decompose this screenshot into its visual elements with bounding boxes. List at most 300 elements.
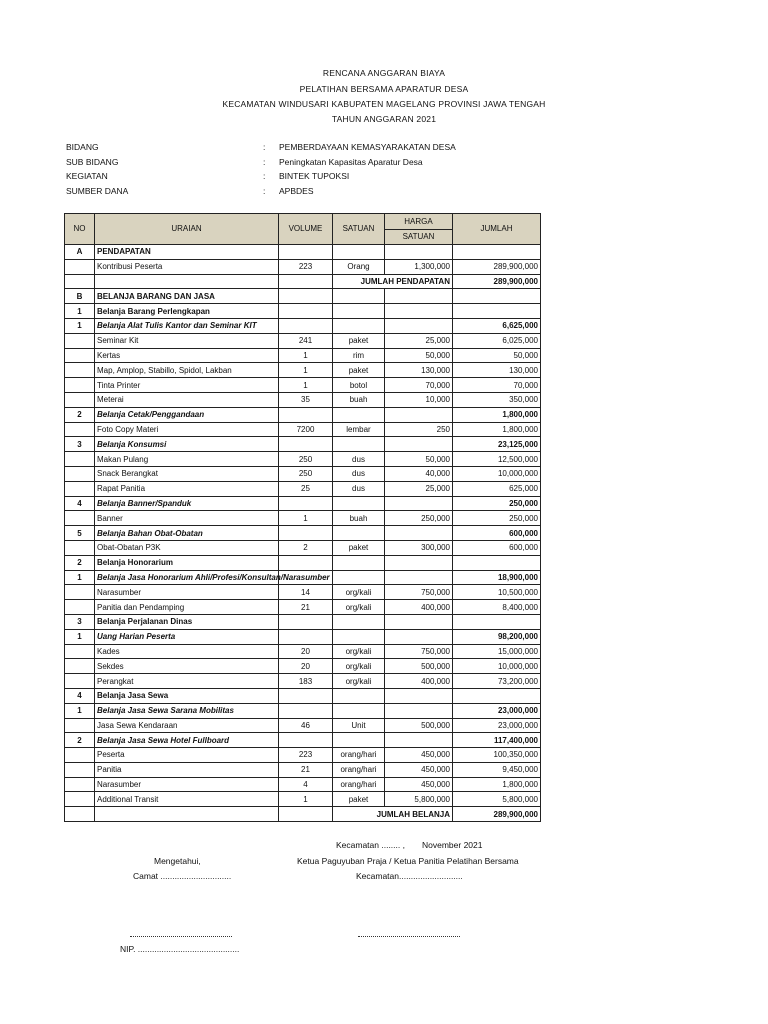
cell-no: 1 — [65, 570, 95, 585]
cell-satuan — [333, 614, 385, 629]
cell-harga — [385, 245, 453, 260]
cell-no: B — [65, 289, 95, 304]
cell-volume: 21 — [279, 600, 333, 615]
cell-jumlah: 23,125,000 — [453, 437, 541, 452]
cell-harga: 300,000 — [385, 540, 453, 555]
cell-harga — [385, 570, 453, 585]
cell-harga: 50,000 — [385, 452, 453, 467]
table-row — [65, 363, 541, 378]
cell-jumlah: 289,900,000 — [453, 259, 541, 274]
cell-satuan — [333, 555, 385, 570]
table-row — [65, 600, 541, 615]
table-row — [65, 762, 541, 777]
cell-jumlah: 625,000 — [453, 481, 541, 496]
cell-uraian: Obat-Obatan P3K — [95, 540, 279, 555]
cell-harga: 450,000 — [385, 748, 453, 763]
cell-volume — [279, 807, 333, 822]
cell-no — [65, 466, 95, 481]
cell-jumlah: 10,000,000 — [453, 466, 541, 481]
table-row — [65, 481, 541, 496]
left-signer-title: Mengetahui, — [154, 856, 201, 866]
cell-jumlah: 73,200,000 — [453, 674, 541, 689]
cell-jumlah: 10,000,000 — [453, 659, 541, 674]
cell-volume — [279, 733, 333, 748]
cell-no: 1 — [65, 318, 95, 333]
cell-volume — [279, 304, 333, 319]
cell-uraian: Panitia — [95, 762, 279, 777]
cell-volume: 21 — [279, 762, 333, 777]
cell-satuan: dus — [333, 466, 385, 481]
cell-jumlah: 130,000 — [453, 363, 541, 378]
cell-no — [65, 762, 95, 777]
table-row — [65, 378, 541, 393]
cell-no — [65, 274, 95, 289]
budget-table — [64, 213, 541, 822]
cell-harga — [385, 526, 453, 541]
cell-satuan: paket — [333, 333, 385, 348]
cell-no: 5 — [65, 526, 95, 541]
col-header-harga-satuan: SATUAN — [385, 230, 453, 245]
col-header-harga: HARGA — [385, 214, 453, 230]
table-row — [65, 511, 541, 526]
cell-uraian: Belanja Jasa Sewa — [95, 688, 279, 703]
cell-volume: 25 — [279, 481, 333, 496]
cell-no: 2 — [65, 555, 95, 570]
cell-volume — [279, 496, 333, 511]
table-row — [65, 333, 541, 348]
cell-jumlah: 98,200,000 — [453, 629, 541, 644]
cell-uraian: BELANJA BARANG DAN JASA — [95, 289, 279, 304]
cell-no — [65, 511, 95, 526]
cell-satuan — [333, 289, 385, 304]
right-signer-role: Kecamatan........................... — [356, 871, 463, 881]
table-row — [65, 629, 541, 644]
cell-jumlah: 289,900,000 — [453, 274, 541, 289]
cell-no: 3 — [65, 437, 95, 452]
cell-harga: 750,000 — [385, 644, 453, 659]
table-row — [65, 245, 541, 260]
cell-volume: 20 — [279, 644, 333, 659]
cell-volume — [279, 614, 333, 629]
cell-harga: 5,800,000 — [385, 792, 453, 807]
cell-jumlah: 5,800,000 — [453, 792, 541, 807]
total-row — [65, 274, 541, 289]
cell-volume: 20 — [279, 659, 333, 674]
cell-total-label: JUMLAH PENDAPATAN — [333, 274, 453, 289]
cell-uraian: Foto Copy Materi — [95, 422, 279, 437]
cell-harga: 50,000 — [385, 348, 453, 363]
cell-jumlah: 18,900,000 — [453, 570, 541, 585]
cell-no: 1 — [65, 629, 95, 644]
col-header-no: NO — [65, 214, 95, 245]
cell-jumlah — [453, 304, 541, 319]
cell-no — [65, 333, 95, 348]
cell-jumlah: 70,000 — [453, 378, 541, 393]
cell-harga — [385, 496, 453, 511]
table-row — [65, 392, 541, 407]
table-row — [65, 733, 541, 748]
cell-no — [65, 659, 95, 674]
cell-satuan: org/kali — [333, 659, 385, 674]
place-date: Kecamatan ........ , — [336, 840, 405, 850]
title-line-3: KECAMATAN WINDUSARI KABUPATEN MAGELANG PROVINSI JAWA TENGAH — [222, 99, 546, 109]
cell-jumlah: 1,800,000 — [453, 407, 541, 422]
cell-uraian: Banner — [95, 511, 279, 526]
cell-total-label: JUMLAH BELANJA — [333, 807, 453, 822]
cell-no: 1 — [65, 703, 95, 718]
table-body — [65, 245, 541, 822]
table-row — [65, 496, 541, 511]
cell-volume — [279, 526, 333, 541]
cell-uraian — [95, 274, 279, 289]
cell-jumlah — [453, 614, 541, 629]
cell-harga: 130,000 — [385, 363, 453, 378]
cell-uraian: PENDAPATAN — [95, 245, 279, 260]
cell-volume: 35 — [279, 392, 333, 407]
cell-volume: 2 — [279, 540, 333, 555]
cell-satuan: paket — [333, 540, 385, 555]
cell-volume: 241 — [279, 333, 333, 348]
cell-uraian: Belanja Perjalanan Dinas — [95, 614, 279, 629]
cell-satuan: orang/hari — [333, 762, 385, 777]
cell-volume — [279, 555, 333, 570]
table-row — [65, 289, 541, 304]
cell-harga: 400,000 — [385, 600, 453, 615]
cell-jumlah: 50,000 — [453, 348, 541, 363]
cell-jumlah: 600,000 — [453, 540, 541, 555]
table-row — [65, 452, 541, 467]
cell-no — [65, 585, 95, 600]
cell-uraian: Tinta Printer — [95, 378, 279, 393]
cell-jumlah: 6,025,000 — [453, 333, 541, 348]
cell-uraian: Belanja Konsumsi — [95, 437, 279, 452]
cell-harga: 250,000 — [385, 511, 453, 526]
cell-satuan — [333, 733, 385, 748]
cell-harga: 1,300,000 — [385, 259, 453, 274]
cell-satuan: Orang — [333, 259, 385, 274]
cell-no — [65, 378, 95, 393]
cell-satuan: dus — [333, 452, 385, 467]
meta-value: APBDES — [279, 186, 314, 196]
cell-jumlah: 100,350,000 — [453, 748, 541, 763]
table-row — [65, 674, 541, 689]
meta-label: BIDANG — [66, 142, 99, 152]
cell-harga: 500,000 — [385, 659, 453, 674]
cell-harga — [385, 289, 453, 304]
table-row — [65, 614, 541, 629]
cell-volume: 1 — [279, 378, 333, 393]
cell-satuan — [333, 437, 385, 452]
cell-no — [65, 644, 95, 659]
cell-no — [65, 363, 95, 378]
cell-uraian: Jasa Sewa Kendaraan — [95, 718, 279, 733]
title-line-4: TAHUN ANGGARAN 2021 — [331, 114, 437, 124]
cell-uraian: Belanja Honorarium — [95, 555, 279, 570]
cell-harga — [385, 318, 453, 333]
cell-jumlah: 15,000,000 — [453, 644, 541, 659]
meta-label: SUMBER DANA — [66, 186, 129, 196]
cell-satuan: org/kali — [333, 600, 385, 615]
cell-jumlah: 8,400,000 — [453, 600, 541, 615]
cell-harga: 70,000 — [385, 378, 453, 393]
cell-uraian: Belanja Jasa Sewa Hotel Fullboard — [95, 733, 279, 748]
cell-volume — [279, 703, 333, 718]
cell-no — [65, 674, 95, 689]
cell-jumlah — [453, 555, 541, 570]
table-row — [65, 718, 541, 733]
col-header-jumlah: JUMLAH — [453, 214, 541, 245]
cell-satuan: org/kali — [333, 644, 385, 659]
cell-jumlah: 289,900,000 — [453, 807, 541, 822]
cell-jumlah: 117,400,000 — [453, 733, 541, 748]
table-row — [65, 777, 541, 792]
total-row — [65, 807, 541, 822]
cell-volume — [279, 289, 333, 304]
meta-separator: : — [263, 157, 266, 167]
table-row — [65, 585, 541, 600]
cell-harga — [385, 733, 453, 748]
cell-jumlah: 6,625,000 — [453, 318, 541, 333]
cell-uraian: Belanja Jasa Honorarium Ahli/Profesi/Konsultan/Narasumber — [95, 570, 279, 585]
table-row — [65, 348, 541, 363]
cell-satuan — [333, 407, 385, 422]
cell-satuan: orang/hari — [333, 748, 385, 763]
cell-volume: 223 — [279, 748, 333, 763]
table-header — [65, 214, 541, 245]
cell-volume — [279, 437, 333, 452]
cell-volume — [279, 274, 333, 289]
cell-no: 4 — [65, 496, 95, 511]
cell-jumlah: 250,000 — [453, 496, 541, 511]
cell-harga — [385, 304, 453, 319]
cell-no: A — [65, 245, 95, 260]
cell-uraian: Panitia dan Pendamping — [95, 600, 279, 615]
right-signature-line — [358, 936, 460, 937]
cell-satuan: Unit — [333, 718, 385, 733]
cell-jumlah: 23,000,000 — [453, 718, 541, 733]
cell-harga: 10,000 — [385, 392, 453, 407]
cell-jumlah: 12,500,000 — [453, 452, 541, 467]
cell-satuan: botol — [333, 378, 385, 393]
title-line-2: PELATIHAN BERSAMA APARATUR DESA — [299, 84, 469, 94]
cell-volume: 14 — [279, 585, 333, 600]
table-row — [65, 259, 541, 274]
table-row — [65, 407, 541, 422]
cell-satuan: paket — [333, 363, 385, 378]
cell-no — [65, 392, 95, 407]
cell-jumlah: 10,500,000 — [453, 585, 541, 600]
table-row — [65, 466, 541, 481]
cell-uraian: Narasumber — [95, 777, 279, 792]
cell-uraian: Sekdes — [95, 659, 279, 674]
cell-harga — [385, 555, 453, 570]
cell-no: 1 — [65, 304, 95, 319]
cell-uraian: Meterai — [95, 392, 279, 407]
cell-harga — [385, 407, 453, 422]
cell-harga: 25,000 — [385, 333, 453, 348]
left-signer-role: Camat .............................. — [133, 871, 232, 881]
cell-uraian: Belanja Alat Tulis Kantor dan Seminar KIT — [95, 318, 279, 333]
meta-value: Peningkatan Kapasitas Aparatur Desa — [279, 157, 423, 167]
cell-uraian: Rapat Panitia — [95, 481, 279, 496]
cell-uraian: Map, Amplop, Stabillo, Spidol, Lakban — [95, 363, 279, 378]
cell-satuan: buah — [333, 392, 385, 407]
cell-satuan: orang/hari — [333, 777, 385, 792]
cell-volume: 46 — [279, 718, 333, 733]
cell-satuan — [333, 629, 385, 644]
cell-uraian: Additional Transit — [95, 792, 279, 807]
cell-no — [65, 792, 95, 807]
cell-no: 4 — [65, 688, 95, 703]
cell-uraian: Kertas — [95, 348, 279, 363]
cell-satuan — [333, 304, 385, 319]
cell-jumlah: 23,000,000 — [453, 703, 541, 718]
cell-satuan: buah — [333, 511, 385, 526]
cell-uraian: Kades — [95, 644, 279, 659]
cell-jumlah: 1,800,000 — [453, 422, 541, 437]
table-row — [65, 644, 541, 659]
cell-satuan — [333, 318, 385, 333]
cell-harga: 500,000 — [385, 718, 453, 733]
cell-jumlah: 1,800,000 — [453, 777, 541, 792]
cell-harga — [385, 614, 453, 629]
col-header-satuan: SATUAN — [333, 214, 385, 245]
table-row — [65, 792, 541, 807]
cell-jumlah — [453, 688, 541, 703]
cell-satuan: lembar — [333, 422, 385, 437]
cell-satuan: dus — [333, 481, 385, 496]
cell-jumlah: 9,450,000 — [453, 762, 541, 777]
table-row — [65, 318, 541, 333]
cell-harga — [385, 688, 453, 703]
meta-label: SUB BIDANG — [66, 157, 119, 167]
cell-volume: 183 — [279, 674, 333, 689]
meta-separator: : — [263, 142, 266, 152]
cell-no: 2 — [65, 407, 95, 422]
cell-uraian — [95, 807, 279, 822]
cell-harga: 250 — [385, 422, 453, 437]
cell-volume: 250 — [279, 466, 333, 481]
cell-no — [65, 600, 95, 615]
cell-harga — [385, 437, 453, 452]
cell-jumlah: 250,000 — [453, 511, 541, 526]
table-row — [65, 540, 541, 555]
cell-harga: 750,000 — [385, 585, 453, 600]
cell-harga: 450,000 — [385, 777, 453, 792]
cell-volume: 1 — [279, 348, 333, 363]
cell-no — [65, 452, 95, 467]
meta-separator: : — [263, 171, 266, 181]
cell-volume — [279, 629, 333, 644]
cell-uraian: Narasumber — [95, 585, 279, 600]
cell-no — [65, 777, 95, 792]
cell-harga: 450,000 — [385, 762, 453, 777]
month-year: November 2021 — [422, 840, 483, 850]
table-row — [65, 437, 541, 452]
cell-jumlah: 600,000 — [453, 526, 541, 541]
cell-no: 2 — [65, 733, 95, 748]
cell-volume: 1 — [279, 511, 333, 526]
cell-volume: 1 — [279, 363, 333, 378]
cell-volume — [279, 407, 333, 422]
cell-uraian: Seminar Kit — [95, 333, 279, 348]
cell-jumlah: 350,000 — [453, 392, 541, 407]
col-header-volume: VOLUME — [279, 214, 333, 245]
cell-satuan: org/kali — [333, 585, 385, 600]
nip: NIP. ........................................... — [120, 944, 240, 954]
cell-jumlah — [453, 289, 541, 304]
cell-volume: 1 — [279, 792, 333, 807]
meta-value: BINTEK TUPOKSI — [279, 171, 350, 181]
cell-no — [65, 422, 95, 437]
cell-no: 3 — [65, 614, 95, 629]
cell-jumlah — [453, 245, 541, 260]
cell-volume — [279, 318, 333, 333]
cell-no — [65, 807, 95, 822]
cell-satuan — [333, 688, 385, 703]
cell-uraian: Belanja Banner/Spanduk — [95, 496, 279, 511]
cell-satuan — [333, 245, 385, 260]
cell-no — [65, 718, 95, 733]
cell-volume: 7200 — [279, 422, 333, 437]
cell-no — [65, 348, 95, 363]
table-row — [65, 703, 541, 718]
cell-no — [65, 748, 95, 763]
cell-uraian: Perangkat — [95, 674, 279, 689]
table-row — [65, 304, 541, 319]
cell-no — [65, 259, 95, 274]
cell-uraian: Belanja Jasa Sewa Sarana Mobilitas — [95, 703, 279, 718]
cell-uraian: Peserta — [95, 748, 279, 763]
cell-harga: 25,000 — [385, 481, 453, 496]
cell-harga — [385, 629, 453, 644]
meta-label: KEGIATAN — [66, 171, 108, 181]
meta-separator: : — [263, 186, 266, 196]
cell-uraian: Uang Harian Peserta — [95, 629, 279, 644]
cell-satuan: rim — [333, 348, 385, 363]
cell-uraian: Snack Berangkat — [95, 466, 279, 481]
cell-volume: 4 — [279, 777, 333, 792]
left-signature-line — [130, 936, 232, 937]
cell-no — [65, 481, 95, 496]
cell-uraian: Belanja Barang Perlengkapan — [95, 304, 279, 319]
cell-satuan — [333, 570, 385, 585]
cell-uraian: Kontribusi Peserta — [95, 259, 279, 274]
table-row — [65, 526, 541, 541]
cell-uraian: Belanja Bahan Obat-Obatan — [95, 526, 279, 541]
cell-volume — [279, 245, 333, 260]
cell-harga: 40,000 — [385, 466, 453, 481]
cell-volume — [279, 688, 333, 703]
cell-harga: 400,000 — [385, 674, 453, 689]
right-signer-title: Ketua Paguyuban Praja / Ketua Panitia Pelatihan Bersama — [297, 856, 519, 866]
cell-satuan — [333, 526, 385, 541]
table-row — [65, 688, 541, 703]
cell-uraian: Makan Pulang — [95, 452, 279, 467]
cell-no — [65, 540, 95, 555]
meta-value: PEMBERDAYAAN KEMASYARAKATAN DESA — [279, 142, 456, 152]
col-header-uraian: URAIAN — [95, 214, 279, 245]
cell-volume: 223 — [279, 259, 333, 274]
cell-volume: 250 — [279, 452, 333, 467]
table-row — [65, 659, 541, 674]
cell-satuan — [333, 496, 385, 511]
table-row — [65, 570, 541, 585]
cell-satuan: paket — [333, 792, 385, 807]
cell-harga — [385, 703, 453, 718]
title-line-1: RENCANA ANGGARAN BIAYA — [322, 68, 446, 78]
table-row — [65, 555, 541, 570]
